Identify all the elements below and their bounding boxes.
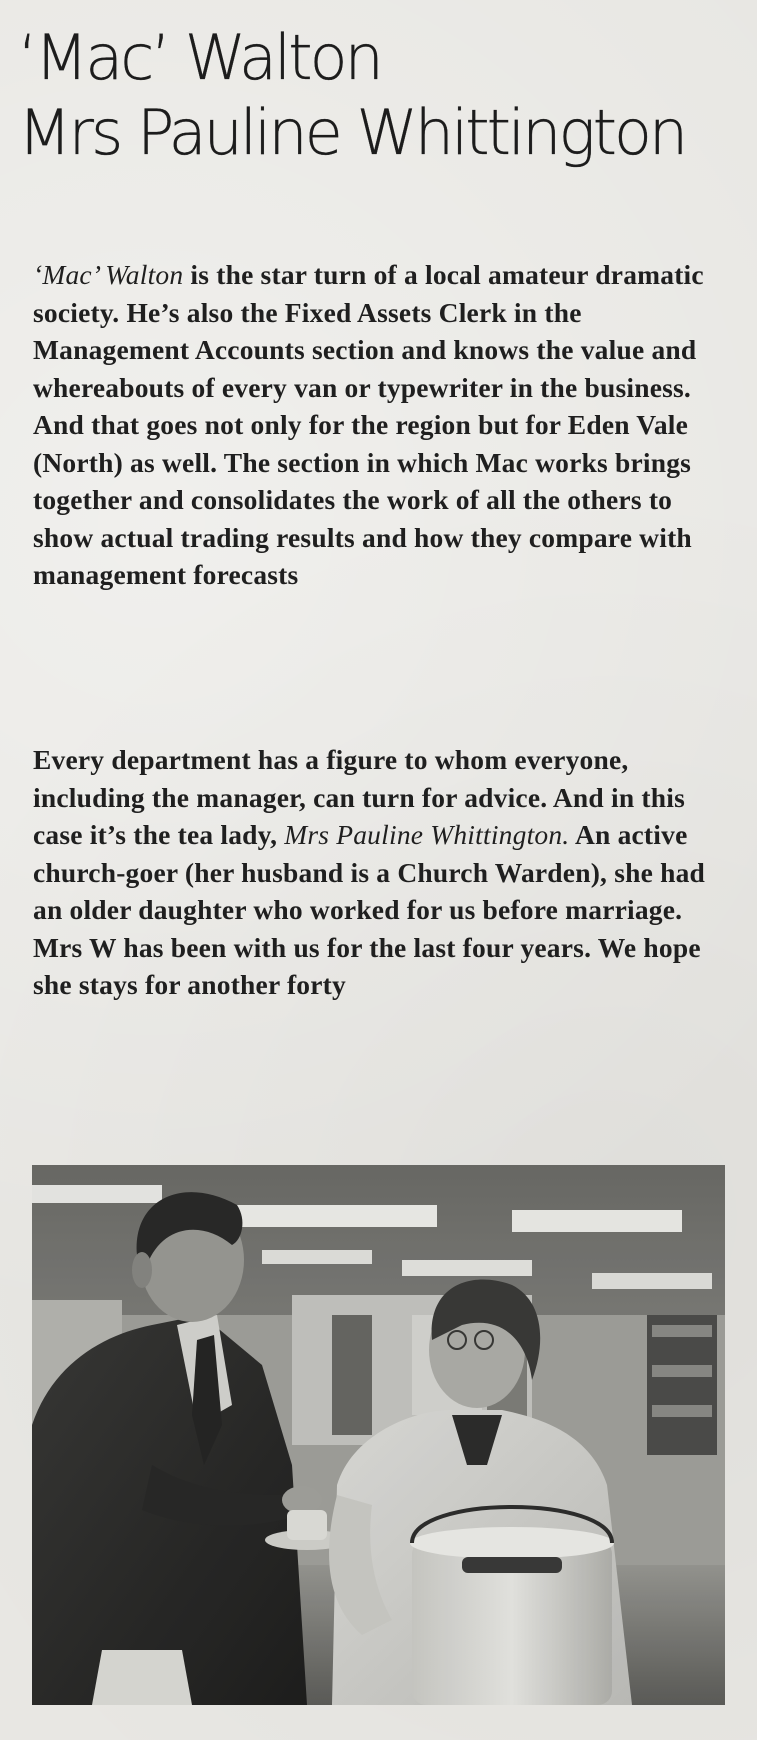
- name-pauline-whittington: Mrs Pauline Whittington.: [284, 819, 570, 850]
- paragraph-pauline-whittington: [33, 741, 733, 1004]
- name-mac-walton: ‘Mac’ Walton: [33, 259, 184, 290]
- paragraph-2-text: An active church-goer (her husband is a Church Warden), she had an older daughter who worked for us before marriage. Mrs W has been with us for the last four years. We hope she stays for another forty: [33, 819, 706, 1000]
- paragraph-2-intro: Every department has a figure to whom everyone, including the manager, can turn for advice. And in this case it’s the tea lady,: [33, 744, 685, 850]
- photograph-illustration: [32, 1165, 725, 1705]
- paragraph-mac-walton: [33, 256, 733, 594]
- photograph-tea-break: [32, 1165, 725, 1705]
- headline: [18, 20, 748, 170]
- headline-line-2: Mrs Pauline Whittington: [18, 96, 686, 169]
- headline-line-1: ‘Mac’ Walton: [18, 21, 381, 94]
- paragraph-1-text: is the star turn of a local amateur dramatic society. He’s also the Fixed Assets Clerk in the Management Accounts section and knows the value and whereabouts of every van or typewriter in the business. And that goes not only for the region but for Eden Vale (North) as well. The section in which Mac works brings together and consolidates the work of all the others to show actual trading results and how they compare with management forecasts: [33, 259, 704, 590]
